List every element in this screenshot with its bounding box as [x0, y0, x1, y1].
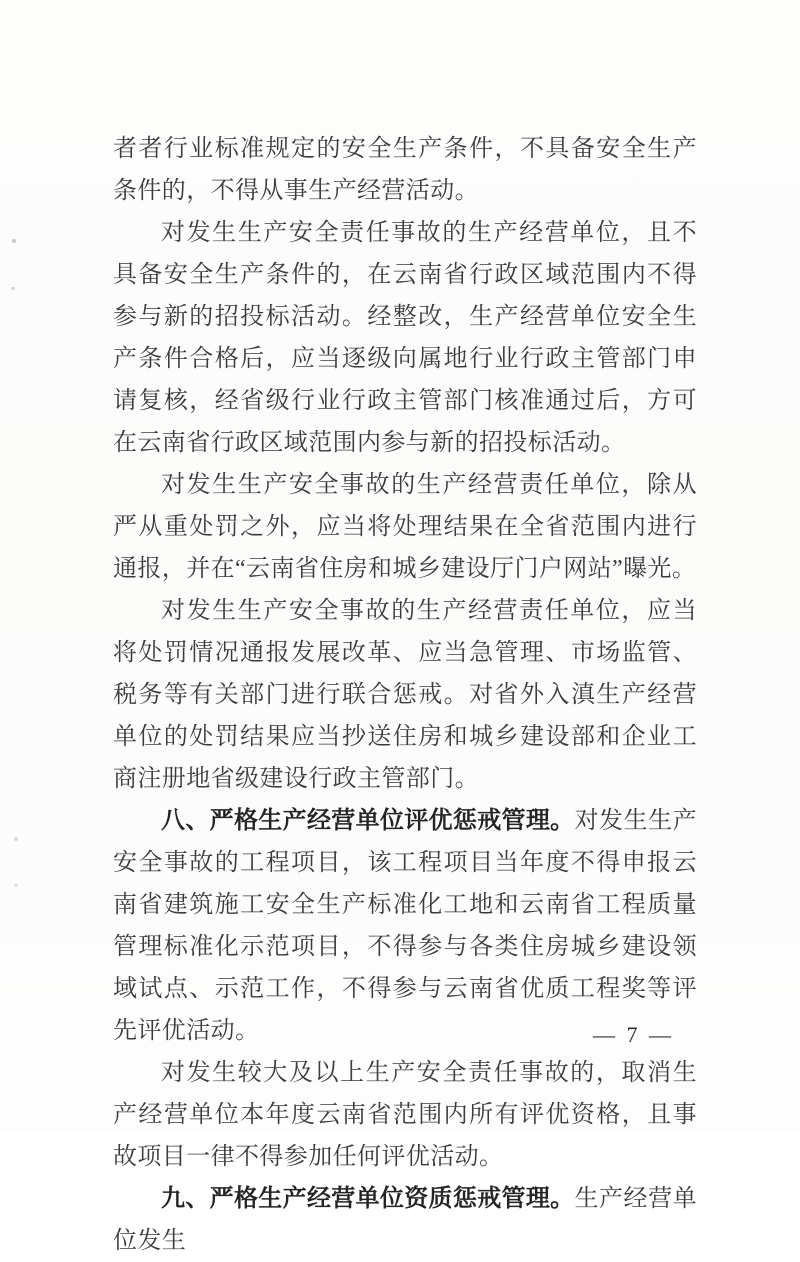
paragraph: 八、严格生产经营单位评优惩戒管理。对发生生产安全事故的工程项目，该工程项目当年度不得申报云南省建筑施工安全生产标准化工地和云南省工程质量管理标准化示范项目，不得参与各类住房城乡建设领域试点、示范工作，不得参与云南省优质工程奖等评先评优活动。 [113, 807, 697, 1044]
section-heading: 九、严格生产经营单位资质惩戒管理。 [161, 1185, 575, 1212]
section-heading: 八、严格生产经营单位评优惩戒管理。 [161, 807, 575, 834]
scan-artifact [12, 239, 16, 243]
page-number: — 7 — [593, 1022, 674, 1047]
document-body-text [113, 128, 697, 1262]
scan-artifact [11, 287, 15, 290]
paragraph: 九、严格生产经营单位资质惩戒管理。生产经营单位发生 [113, 1185, 697, 1254]
paragraph: 者者行业标准规定的安全生产条件，不具备安全生产条件的，不得从事生产经营活动。 [113, 136, 697, 204]
paragraph: 对发生生产安全事故的生产经营责任单位，除从严从重处罚之外，应当将处理结果在全省范围内进行通报，并在“云南省住房和城乡建设厅门户网站”曝光。 [113, 472, 697, 582]
paragraph: 对发生较大及以上生产安全责任事故的，取消生产经营单位本年度云南省范围内所有评优资格，且事故项目一律不得参加任何评优活动。 [113, 1060, 697, 1170]
paragraph: 对发生生产安全事故的生产经营责任单位，应当将处罚情况通报发展改革、应当急管理、市场监管、税务等有关部门进行联合惩戒。对省外入滇生产经营单位的处罚结果应当抄送住房和城乡建设部和企业工商注册地省级建设行政主管部门。 [113, 598, 697, 792]
scan-artifact [14, 884, 18, 887]
scan-artifact [14, 837, 18, 841]
paragraph: 对发生生产安全责任事故的生产经营单位，且不具备安全生产条件的，在云南省行政区域范围内不得参与新的招投标活动。经整改，生产经营单位安全生产条件合格后，应当逐级向属地行业行政主管部门申请复核，经省级行业行政主管部门核准通过后，方可在云南省行政区域范围内参与新的招投标活动。 [113, 220, 697, 456]
